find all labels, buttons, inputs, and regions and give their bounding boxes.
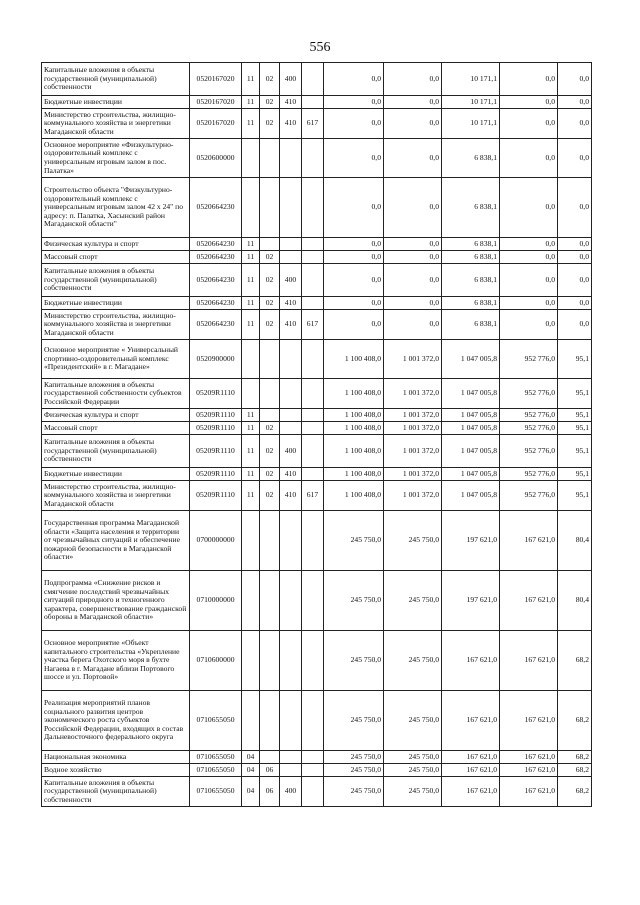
row-value-2: 1 001 372,0	[384, 435, 442, 468]
row-admin-code	[302, 178, 324, 238]
row-subsection: 06	[260, 777, 280, 807]
row-code: 05209R1110	[190, 379, 242, 409]
row-value-1: 245 750,0	[324, 631, 384, 691]
row-percent: 95,1	[558, 409, 592, 422]
row-value-1: 1 100 408,0	[324, 379, 384, 409]
row-subsection	[260, 409, 280, 422]
row-section: 11	[242, 264, 260, 297]
row-value-4: 0,0	[500, 297, 558, 310]
row-percent: 0,0	[558, 297, 592, 310]
row-percent: 95,1	[558, 468, 592, 481]
row-value-2: 1 001 372,0	[384, 340, 442, 379]
row-code: 0520167020	[190, 96, 242, 109]
row-value-2: 245 750,0	[384, 631, 442, 691]
row-percent: 68,2	[558, 764, 592, 777]
row-name: Массовый спорт	[42, 251, 190, 264]
row-subsection	[260, 571, 280, 631]
row-section: 11	[242, 481, 260, 511]
row-name: Строительство объекта "Физкультурно-оздоровительный комплекс с универсальным игровым залом 42 х 24" по адресу: п. Палатка, Хасынский район Магаданской области"	[42, 178, 190, 238]
row-expense-type	[280, 751, 302, 764]
table-row	[42, 63, 592, 96]
row-code: 0710655050	[190, 751, 242, 764]
row-value-4: 952 776,0	[500, 481, 558, 511]
table-row	[42, 631, 592, 691]
row-code: 0520167020	[190, 109, 242, 139]
row-value-3: 1 047 005,8	[442, 340, 500, 379]
row-percent: 95,1	[558, 340, 592, 379]
row-subsection	[260, 691, 280, 751]
row-subsection: 02	[260, 63, 280, 96]
row-value-3: 167 621,0	[442, 631, 500, 691]
row-expense-type	[280, 251, 302, 264]
row-section: 11	[242, 251, 260, 264]
row-admin-code	[302, 468, 324, 481]
row-expense-type: 410	[280, 96, 302, 109]
table-row	[42, 178, 592, 238]
row-subsection	[260, 751, 280, 764]
row-value-4: 0,0	[500, 63, 558, 96]
row-value-2: 0,0	[384, 297, 442, 310]
row-value-3: 1 047 005,8	[442, 468, 500, 481]
row-percent: 0,0	[558, 310, 592, 340]
row-expense-type	[280, 571, 302, 631]
table-row	[42, 251, 592, 264]
row-code: 05209R1110	[190, 435, 242, 468]
row-admin-code	[302, 631, 324, 691]
row-expense-type	[280, 178, 302, 238]
row-name: Реализация мероприятий планов социального развития центров экономического роста субъектов Российской Федерации, входящих в состав Дальневосточного федерального округа	[42, 691, 190, 751]
table-row	[42, 340, 592, 379]
row-expense-type	[280, 139, 302, 178]
row-name: Национальная экономика	[42, 751, 190, 764]
row-subsection: 02	[260, 481, 280, 511]
row-value-4: 0,0	[500, 178, 558, 238]
row-value-1: 0,0	[324, 178, 384, 238]
row-section: 11	[242, 109, 260, 139]
row-section	[242, 631, 260, 691]
row-percent: 95,1	[558, 435, 592, 468]
row-value-1: 245 750,0	[324, 751, 384, 764]
table-row	[42, 409, 592, 422]
row-value-1: 0,0	[324, 310, 384, 340]
row-value-1: 1 100 408,0	[324, 422, 384, 435]
row-name: Бюджетные инвестиции	[42, 297, 190, 310]
row-name: Капитальные вложения в объекты государственной (муниципальной) собственности	[42, 435, 190, 468]
row-value-2: 0,0	[384, 109, 442, 139]
page-number: 556	[309, 40, 331, 55]
row-expense-type: 400	[280, 264, 302, 297]
row-expense-type: 400	[280, 777, 302, 807]
row-value-4: 952 776,0	[500, 468, 558, 481]
row-admin-code	[302, 297, 324, 310]
row-admin-code	[302, 139, 324, 178]
row-value-3: 6 838,1	[442, 238, 500, 251]
row-value-1: 245 750,0	[324, 571, 384, 631]
row-percent: 0,0	[558, 139, 592, 178]
row-value-4: 167 621,0	[500, 631, 558, 691]
row-code: 0520600000	[190, 139, 242, 178]
row-code: 05209R1110	[190, 409, 242, 422]
row-value-2: 245 750,0	[384, 691, 442, 751]
row-section	[242, 571, 260, 631]
row-admin-code	[302, 264, 324, 297]
row-subsection: 02	[260, 96, 280, 109]
table-row	[42, 468, 592, 481]
row-percent: 68,2	[558, 691, 592, 751]
row-value-4: 167 621,0	[500, 511, 558, 571]
row-value-4: 167 621,0	[500, 764, 558, 777]
row-expense-type	[280, 409, 302, 422]
table-row	[42, 764, 592, 777]
row-value-3: 10 171,1	[442, 63, 500, 96]
row-value-4: 0,0	[500, 251, 558, 264]
row-name: Основное мероприятие « Универсальный спортивно-оздоровительный комплекс «Президентский» в г. Магадане»	[42, 340, 190, 379]
row-value-3: 197 621,0	[442, 571, 500, 631]
row-name: Государственная программа Магаданской области «Защита населения и территории от чрезвычайных ситуаций и обеспечение пожарной безопасности в Магаданской области»	[42, 511, 190, 571]
row-admin-code	[302, 571, 324, 631]
row-code: 0520664230	[190, 238, 242, 251]
row-code: 0520900000	[190, 340, 242, 379]
row-value-3: 6 838,1	[442, 264, 500, 297]
row-value-3: 167 621,0	[442, 691, 500, 751]
row-value-4: 0,0	[500, 109, 558, 139]
row-name: Основное мероприятие «Объект капитального строительства «Укрепление участка берега Охотского моря в бухте Нагаева в г. Магадане вблизи Портового шоссе и ул. Портовой»	[42, 631, 190, 691]
row-subsection: 02	[260, 435, 280, 468]
row-section: 04	[242, 777, 260, 807]
row-value-2: 245 750,0	[384, 571, 442, 631]
row-percent: 0,0	[558, 178, 592, 238]
row-subsection	[260, 178, 280, 238]
row-percent: 0,0	[558, 63, 592, 96]
row-value-2: 1 001 372,0	[384, 468, 442, 481]
row-value-3: 6 838,1	[442, 251, 500, 264]
row-code: 0710655050	[190, 691, 242, 751]
row-value-2: 0,0	[384, 251, 442, 264]
table-row	[42, 297, 592, 310]
row-value-3: 197 621,0	[442, 511, 500, 571]
row-expense-type: 410	[280, 297, 302, 310]
row-value-1: 0,0	[324, 251, 384, 264]
row-expense-type: 410	[280, 310, 302, 340]
row-subsection	[260, 631, 280, 691]
row-name: Массовый спорт	[42, 422, 190, 435]
row-name: Министерство строительства, жилищно-коммунального хозяйства и энергетики Магаданской области	[42, 481, 190, 511]
row-subsection: 02	[260, 109, 280, 139]
row-admin-code	[302, 238, 324, 251]
row-admin-code	[302, 691, 324, 751]
row-value-4: 0,0	[500, 96, 558, 109]
table-row	[42, 691, 592, 751]
budget-table-body	[42, 63, 592, 807]
row-value-3: 1 047 005,8	[442, 379, 500, 409]
row-code: 0520167020	[190, 63, 242, 96]
row-value-2: 0,0	[384, 96, 442, 109]
row-value-3: 167 621,0	[442, 764, 500, 777]
row-name: Водное хозяйство	[42, 764, 190, 777]
row-code: 05209R1110	[190, 481, 242, 511]
row-expense-type	[280, 631, 302, 691]
row-value-4: 167 621,0	[500, 571, 558, 631]
row-subsection: 02	[260, 251, 280, 264]
row-admin-code	[302, 435, 324, 468]
row-percent: 0,0	[558, 238, 592, 251]
row-admin-code	[302, 422, 324, 435]
row-section	[242, 691, 260, 751]
row-admin-code	[302, 764, 324, 777]
row-value-1: 1 100 408,0	[324, 435, 384, 468]
row-value-2: 245 750,0	[384, 764, 442, 777]
row-percent: 95,1	[558, 422, 592, 435]
row-value-4: 0,0	[500, 310, 558, 340]
row-name: Бюджетные инвестиции	[42, 96, 190, 109]
row-name: Министерство строительства, жилищно-коммунального хозяйства и энергетики Магаданской области	[42, 109, 190, 139]
row-section	[242, 340, 260, 379]
row-admin-code	[302, 511, 324, 571]
row-value-4: 167 621,0	[500, 777, 558, 807]
table-row	[42, 435, 592, 468]
row-subsection: 02	[260, 422, 280, 435]
row-value-1: 245 750,0	[324, 764, 384, 777]
row-value-3: 6 838,1	[442, 310, 500, 340]
row-value-4: 167 621,0	[500, 691, 558, 751]
row-section: 11	[242, 297, 260, 310]
row-code: 05209R1110	[190, 422, 242, 435]
row-expense-type	[280, 340, 302, 379]
table-row	[42, 571, 592, 631]
row-value-1: 1 100 408,0	[324, 481, 384, 511]
row-value-3: 167 621,0	[442, 751, 500, 764]
row-percent: 0,0	[558, 251, 592, 264]
row-name: Капитальные вложения в объекты государственной (муниципальной) собственности	[42, 777, 190, 807]
row-name: Подпрограмма «Снижение рисков и смягчение последствий чрезвычайных ситуаций природного и техногенного характера, совершенствование гражданской обороны в Магаданской области»	[42, 571, 190, 631]
row-section: 11	[242, 310, 260, 340]
row-percent: 68,2	[558, 751, 592, 764]
row-name: Капитальные вложения в объекты государственной (муниципальной) собственности	[42, 264, 190, 297]
row-code: 0520664230	[190, 178, 242, 238]
table-row	[42, 109, 592, 139]
row-section: 11	[242, 63, 260, 96]
row-value-1: 0,0	[324, 264, 384, 297]
row-value-1: 0,0	[324, 96, 384, 109]
row-percent: 0,0	[558, 264, 592, 297]
row-percent: 0,0	[558, 96, 592, 109]
row-value-2: 0,0	[384, 264, 442, 297]
table-row	[42, 777, 592, 807]
row-value-4: 0,0	[500, 264, 558, 297]
row-value-2: 0,0	[384, 310, 442, 340]
row-code: 0710000000	[190, 571, 242, 631]
row-value-4: 952 776,0	[500, 379, 558, 409]
row-value-2: 245 750,0	[384, 777, 442, 807]
budget-table	[41, 62, 592, 807]
row-value-2: 0,0	[384, 63, 442, 96]
row-admin-code	[302, 379, 324, 409]
row-name: Основное мероприятие «Физкультурно-оздоровительный комплекс с универсальным игровым залом в пос. Палатка»	[42, 139, 190, 178]
row-value-3: 1 047 005,8	[442, 481, 500, 511]
row-value-4: 952 776,0	[500, 340, 558, 379]
row-value-2: 0,0	[384, 139, 442, 178]
row-value-3: 6 838,1	[442, 297, 500, 310]
row-code: 05209R1110	[190, 468, 242, 481]
row-value-4: 167 621,0	[500, 751, 558, 764]
row-value-1: 1 100 408,0	[324, 340, 384, 379]
row-name: Физическая культура и спорт	[42, 409, 190, 422]
row-admin-code: 617	[302, 109, 324, 139]
row-value-1: 245 750,0	[324, 777, 384, 807]
row-admin-code	[302, 340, 324, 379]
row-value-2: 1 001 372,0	[384, 409, 442, 422]
row-percent: 68,2	[558, 777, 592, 807]
row-value-4: 0,0	[500, 238, 558, 251]
row-value-4: 952 776,0	[500, 422, 558, 435]
row-value-3: 6 838,1	[442, 139, 500, 178]
row-value-4: 0,0	[500, 139, 558, 178]
row-value-4: 952 776,0	[500, 409, 558, 422]
table-row	[42, 264, 592, 297]
row-expense-type	[280, 691, 302, 751]
row-value-1: 245 750,0	[324, 511, 384, 571]
row-value-2: 1 001 372,0	[384, 379, 442, 409]
row-subsection: 02	[260, 264, 280, 297]
row-value-1: 0,0	[324, 139, 384, 178]
row-subsection	[260, 340, 280, 379]
row-section: 04	[242, 764, 260, 777]
row-name: Капитальные вложения в объекты государственной собственности субъектов Российской Федерации	[42, 379, 190, 409]
row-expense-type: 410	[280, 481, 302, 511]
row-value-1: 0,0	[324, 109, 384, 139]
row-section: 11	[242, 468, 260, 481]
row-code: 0700000000	[190, 511, 242, 571]
row-value-2: 245 750,0	[384, 751, 442, 764]
row-expense-type: 410	[280, 468, 302, 481]
table-row	[42, 310, 592, 340]
row-name: Министерство строительства, жилищно-коммунального хозяйства и энергетики Магаданской области	[42, 310, 190, 340]
table-row	[42, 139, 592, 178]
row-code: 0520664230	[190, 251, 242, 264]
row-name: Капитальные вложения в объекты государственной (муниципальной) собственности	[42, 63, 190, 96]
row-value-1: 0,0	[324, 297, 384, 310]
table-row	[42, 422, 592, 435]
row-admin-code	[302, 777, 324, 807]
row-value-3: 6 838,1	[442, 178, 500, 238]
row-code: 0520664230	[190, 264, 242, 297]
row-value-3: 10 171,1	[442, 109, 500, 139]
row-subsection: 02	[260, 297, 280, 310]
row-section: 11	[242, 435, 260, 468]
row-expense-type: 400	[280, 63, 302, 96]
table-row	[42, 481, 592, 511]
row-section: 11	[242, 409, 260, 422]
row-value-1: 0,0	[324, 238, 384, 251]
row-code: 0520664230	[190, 297, 242, 310]
row-expense-type	[280, 379, 302, 409]
row-admin-code	[302, 751, 324, 764]
row-value-2: 1 001 372,0	[384, 481, 442, 511]
row-admin-code	[302, 96, 324, 109]
row-value-1: 245 750,0	[324, 691, 384, 751]
row-section: 11	[242, 238, 260, 251]
table-row	[42, 238, 592, 251]
row-code: 0710655050	[190, 777, 242, 807]
row-subsection	[260, 511, 280, 571]
row-expense-type	[280, 422, 302, 435]
row-value-3: 10 171,1	[442, 96, 500, 109]
row-subsection: 02	[260, 468, 280, 481]
row-percent: 80,4	[558, 571, 592, 631]
row-value-1: 0,0	[324, 63, 384, 96]
row-percent: 80,4	[558, 511, 592, 571]
row-expense-type: 400	[280, 435, 302, 468]
row-value-4: 952 776,0	[500, 435, 558, 468]
row-admin-code	[302, 63, 324, 96]
row-subsection	[260, 379, 280, 409]
row-value-2: 0,0	[384, 238, 442, 251]
row-value-2: 1 001 372,0	[384, 422, 442, 435]
row-subsection: 06	[260, 764, 280, 777]
row-admin-code: 617	[302, 481, 324, 511]
row-code: 0710655050	[190, 764, 242, 777]
row-expense-type	[280, 511, 302, 571]
table-row	[42, 379, 592, 409]
row-value-3: 1 047 005,8	[442, 422, 500, 435]
row-value-2: 0,0	[384, 178, 442, 238]
row-percent: 0,0	[558, 109, 592, 139]
row-value-3: 1 047 005,8	[442, 409, 500, 422]
row-section	[242, 511, 260, 571]
row-name: Бюджетные инвестиции	[42, 468, 190, 481]
row-value-1: 1 100 408,0	[324, 409, 384, 422]
row-section	[242, 139, 260, 178]
row-value-3: 1 047 005,8	[442, 435, 500, 468]
row-expense-type	[280, 238, 302, 251]
row-expense-type	[280, 764, 302, 777]
row-expense-type: 410	[280, 109, 302, 139]
row-section	[242, 178, 260, 238]
row-admin-code	[302, 251, 324, 264]
row-name: Физическая культура и спорт	[42, 238, 190, 251]
row-subsection	[260, 238, 280, 251]
row-admin-code: 617	[302, 310, 324, 340]
row-section: 11	[242, 96, 260, 109]
table-row	[42, 511, 592, 571]
row-value-3: 167 621,0	[442, 777, 500, 807]
row-percent: 95,1	[558, 379, 592, 409]
row-subsection: 02	[260, 310, 280, 340]
table-row	[42, 96, 592, 109]
row-code: 0520664230	[190, 310, 242, 340]
row-value-2: 245 750,0	[384, 511, 442, 571]
row-section: 11	[242, 422, 260, 435]
row-section	[242, 379, 260, 409]
row-percent: 95,1	[558, 481, 592, 511]
row-admin-code	[302, 409, 324, 422]
row-subsection	[260, 139, 280, 178]
table-row	[42, 751, 592, 764]
row-section: 04	[242, 751, 260, 764]
row-code: 0710600000	[190, 631, 242, 691]
row-value-1: 1 100 408,0	[324, 468, 384, 481]
row-percent: 68,2	[558, 631, 592, 691]
